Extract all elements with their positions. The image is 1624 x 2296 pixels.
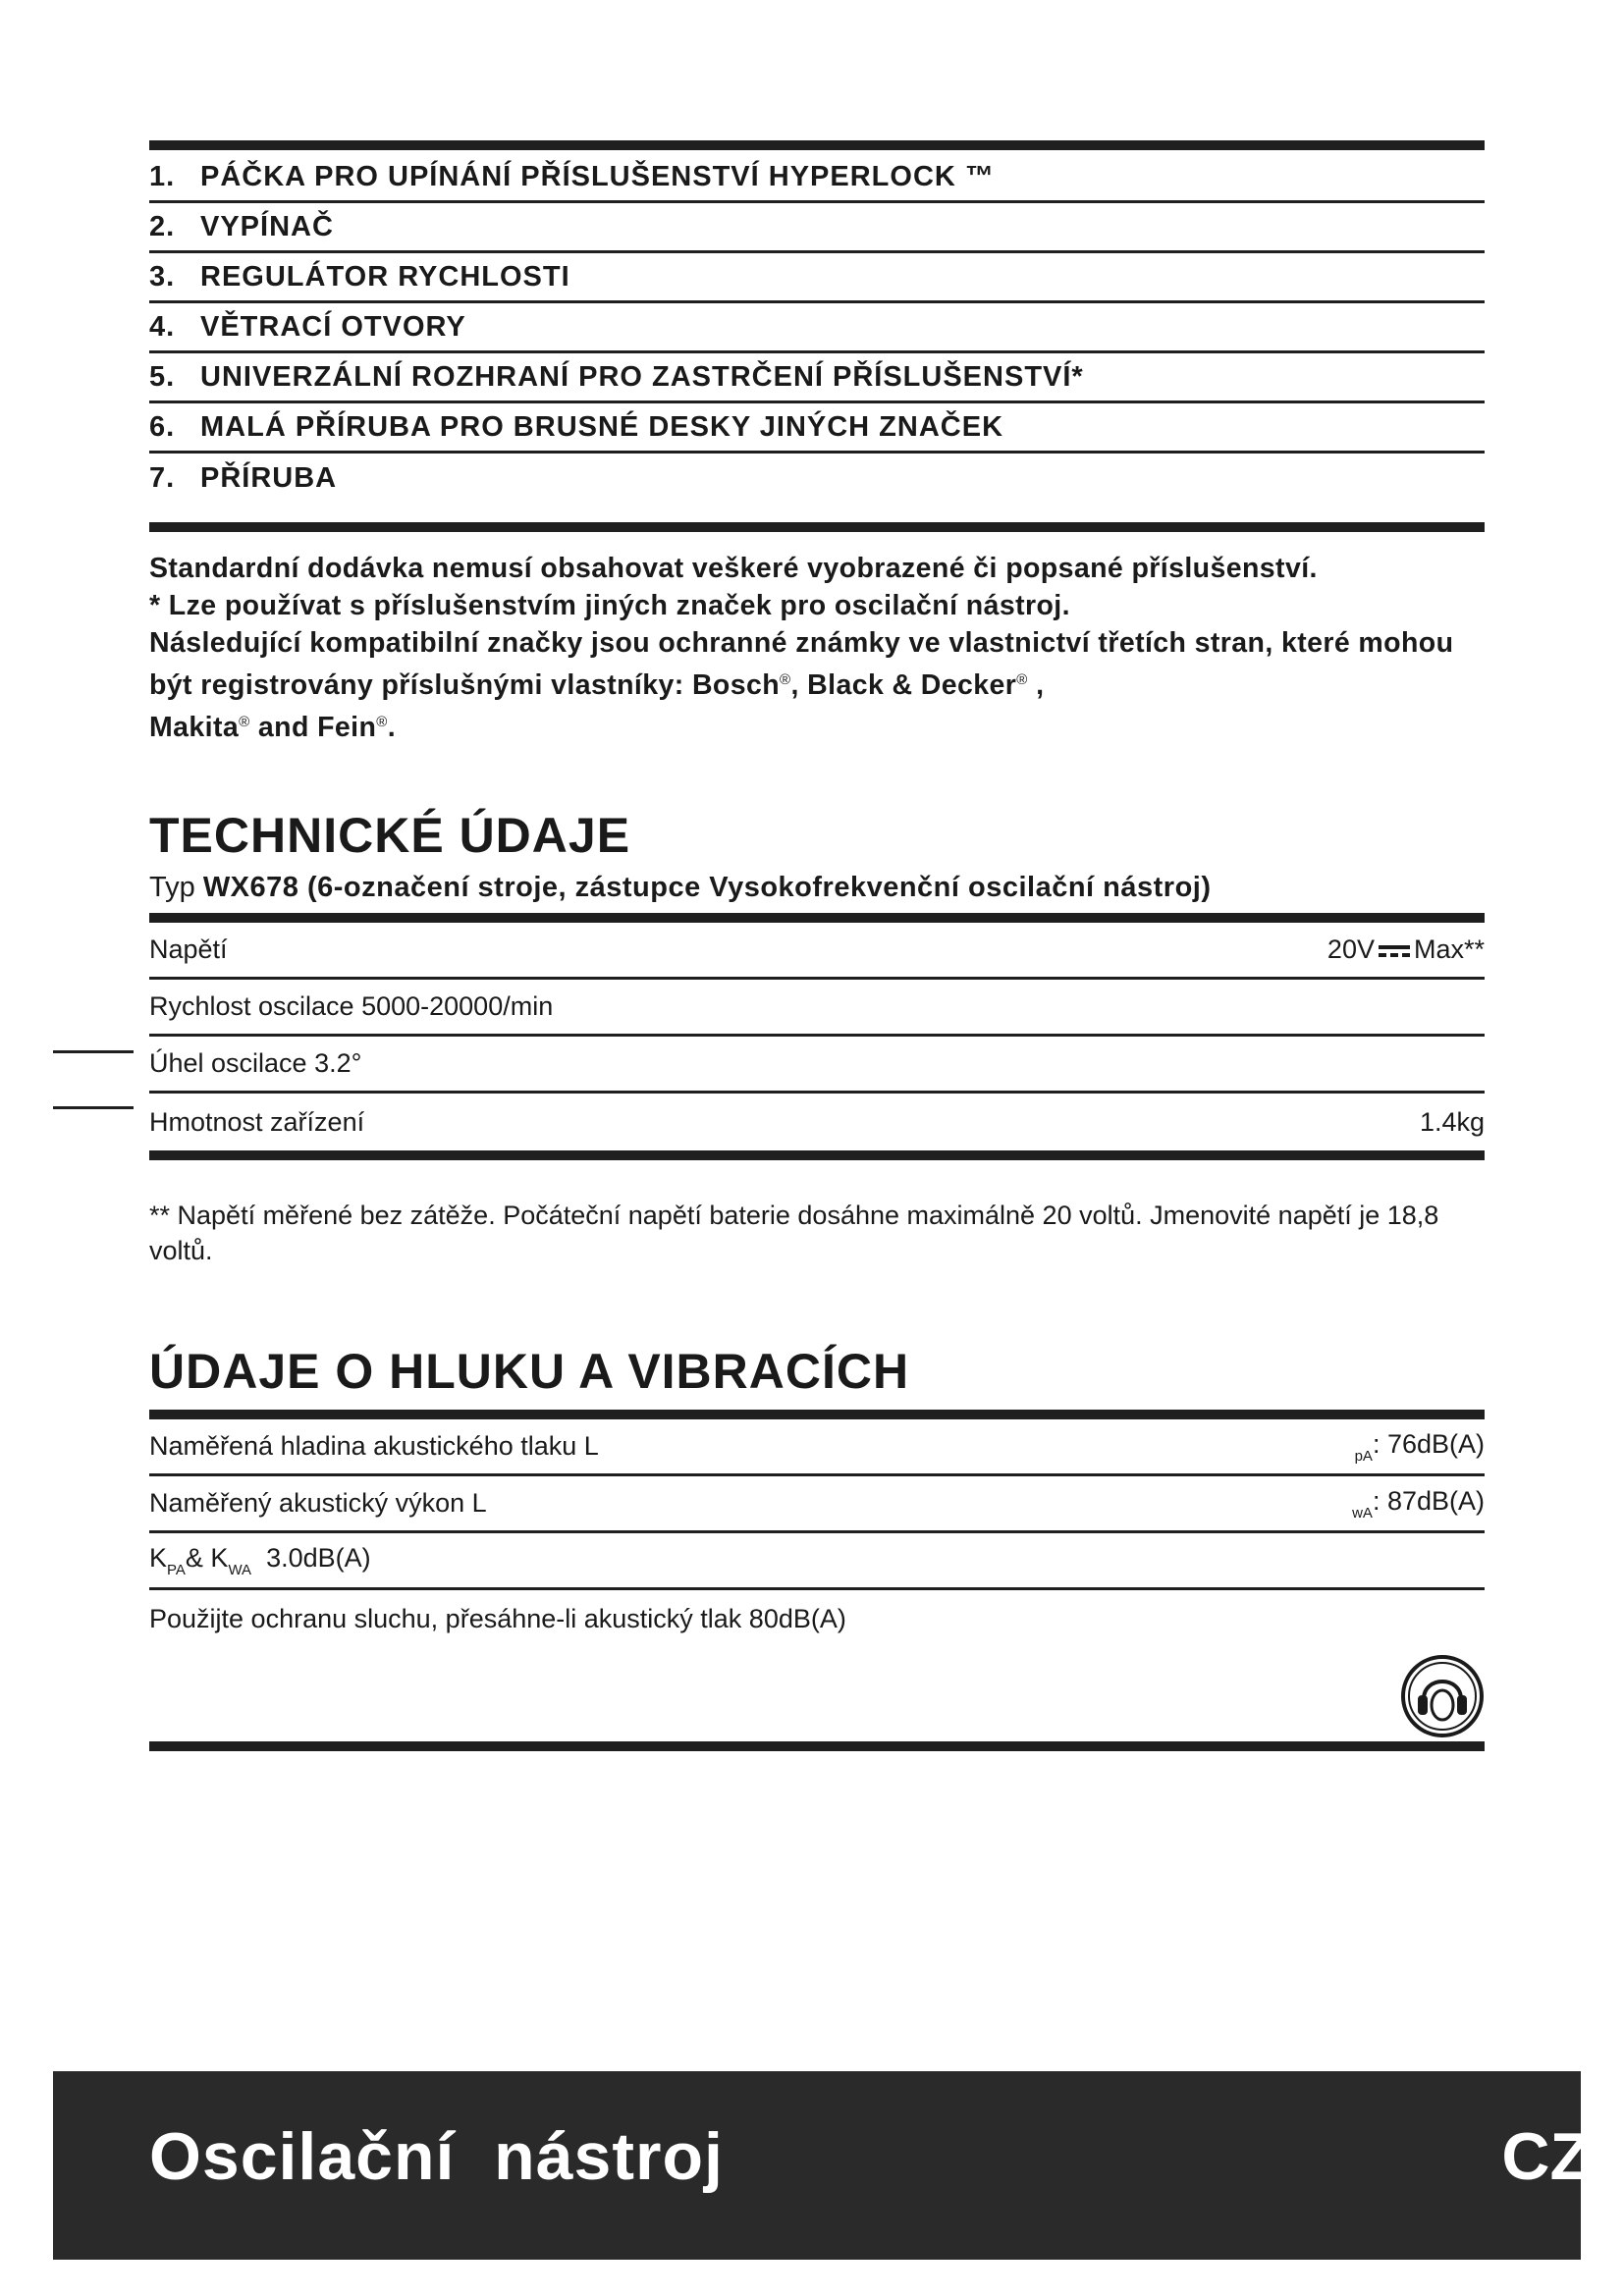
part-item [149, 353, 1485, 403]
part-label: PÁČKA PRO UPÍNÁNÍ PŘÍSLUŠENSTVÍ HYPERLOCK ™ [200, 160, 995, 192]
spec-label: $K_{PA}\&$ $K_{WA}$ 3.0dB(A) [149, 1542, 371, 1578]
part-label: VYPÍNAČ [200, 210, 334, 242]
top-rule [149, 140, 1485, 150]
spec-label: Rychlost oscilace 5000-20000/min [149, 991, 554, 1021]
part-number: 1. [149, 160, 176, 192]
noise-bottom-rule [149, 1741, 1485, 1751]
parts-list [149, 153, 1485, 504]
spec-label: Naměřený akustický výkon L [149, 1488, 487, 1518]
part-item [149, 454, 1485, 504]
accessory-notes [149, 550, 1494, 746]
spec-value: 20V Max** [1326, 934, 1485, 964]
part-label: UNIVERZÁLNÍ ROZHRANÍ PRO ZASTRČENÍ PŘÍSLUŠENSTVÍ* [200, 360, 1084, 393]
part-item [149, 303, 1485, 353]
spec-row [149, 1476, 1485, 1533]
note-line: * Lze používat s příslušenstvím jiných značek pro oscilační nástroj. [149, 590, 1070, 621]
margin-mark [53, 1050, 134, 1053]
registered-mark: ® [1016, 671, 1028, 688]
section-title-tech: TECHNICKÉ ÚDAJE [149, 808, 631, 863]
spec-row [149, 1590, 1485, 1647]
registered-mark: ® [780, 671, 791, 688]
part-number: 2. [149, 210, 176, 242]
language-code: CZ [1501, 2119, 1591, 2194]
banner-title: Oscilační nástroj [149, 2119, 724, 2194]
spec-row [149, 980, 1485, 1037]
spec-row [149, 923, 1485, 980]
part-number: 4. [149, 310, 176, 343]
voltage-footnote: ** Napětí měřené bez zátěže. Počáteční napětí baterie dosáhne maximálně 20 voltů. Jmenovité napětí je 18,8 voltů. [149, 1201, 1439, 1265]
spec-label: Napětí [149, 934, 228, 964]
brand-name: Makita [149, 712, 240, 743]
brand-name: Black & Decker [807, 669, 1017, 701]
spec-label: Úhel oscilace 3.2° [149, 1048, 362, 1078]
spec-row [149, 1094, 1485, 1150]
dc-current-icon [1379, 943, 1410, 959]
part-number: 6. [149, 410, 176, 443]
part-item [149, 153, 1485, 203]
tech-bottom-rule [149, 1150, 1485, 1160]
part-label: PŘÍRUBA [200, 462, 338, 494]
part-number: 7. [149, 462, 176, 494]
part-number: 3. [149, 260, 176, 293]
note-text: and [249, 712, 318, 743]
spec-row [149, 1533, 1485, 1590]
tool-type [149, 872, 1212, 904]
section-title-noise: ÚDAJE O HLUKU A VIBRACÍCH [149, 1344, 910, 1399]
spec-value: 1.4kg [1419, 1106, 1485, 1137]
margin-mark [53, 1106, 134, 1109]
part-item [149, 203, 1485, 253]
spec-label: Naměřená hladina akustického tlaku L [149, 1431, 599, 1461]
tech-spec-table [149, 923, 1485, 1150]
hearing-protection-icon [1400, 1654, 1485, 1738]
spec-row [149, 1037, 1485, 1094]
part-label: MALÁ PŘÍRUBA PRO BRUSNÉ DESKY JINÝCH ZNAČEK [200, 410, 1004, 443]
part-item [149, 253, 1485, 303]
tech-top-rule [149, 913, 1485, 923]
note-text: Následující kompatibilní značky jsou ochranné známky ve vlastnictví třetích stran, které mohou být registrovány příslušnými vlastníky: [149, 627, 1454, 701]
spec-label: Použijte ochranu sluchu, přesáhne-li akustický tlak 80dB(A) [149, 1603, 846, 1633]
type-value: WX678 (6-označení stroje, zástupce Vysokofrekvenční oscilační nástroj) [202, 872, 1212, 903]
part-number: 5. [149, 360, 176, 393]
registered-mark: ® [376, 714, 388, 730]
registered-mark: ® [239, 714, 250, 730]
spec-value: $_{pA}$: 76dB(A) [1354, 1428, 1485, 1465]
noise-spec-table [149, 1419, 1485, 1647]
parts-bottom-rule [149, 522, 1485, 532]
note-line: Standardní dodávka nemusí obsahovat veškeré vyobrazené či popsané příslušenství. [149, 553, 1318, 584]
brand-name: Fein [317, 712, 377, 743]
spec-value: $_{wA}$: 87dB(A) [1352, 1485, 1485, 1522]
part-item [149, 403, 1485, 454]
part-label: VĚTRACÍ OTVORY [200, 310, 466, 343]
type-prefix: Typ [149, 872, 203, 903]
trademark-note: Následující kompatibilní značky jsou ochranné známky ve vlastnictví třetích stran, které mohou být registrovány příslušnými vlastníky: Bosch®, Black & Decker® , Makita® and Fein®. [149, 627, 1454, 743]
brand-name: Bosch [691, 669, 781, 701]
noise-top-rule [149, 1410, 1485, 1419]
footer-banner [53, 2071, 1591, 2260]
part-label: REGULÁTOR RYCHLOSTI [200, 260, 570, 293]
spec-label: Hmotnost zařízení [149, 1106, 365, 1137]
spec-row [149, 1419, 1485, 1476]
